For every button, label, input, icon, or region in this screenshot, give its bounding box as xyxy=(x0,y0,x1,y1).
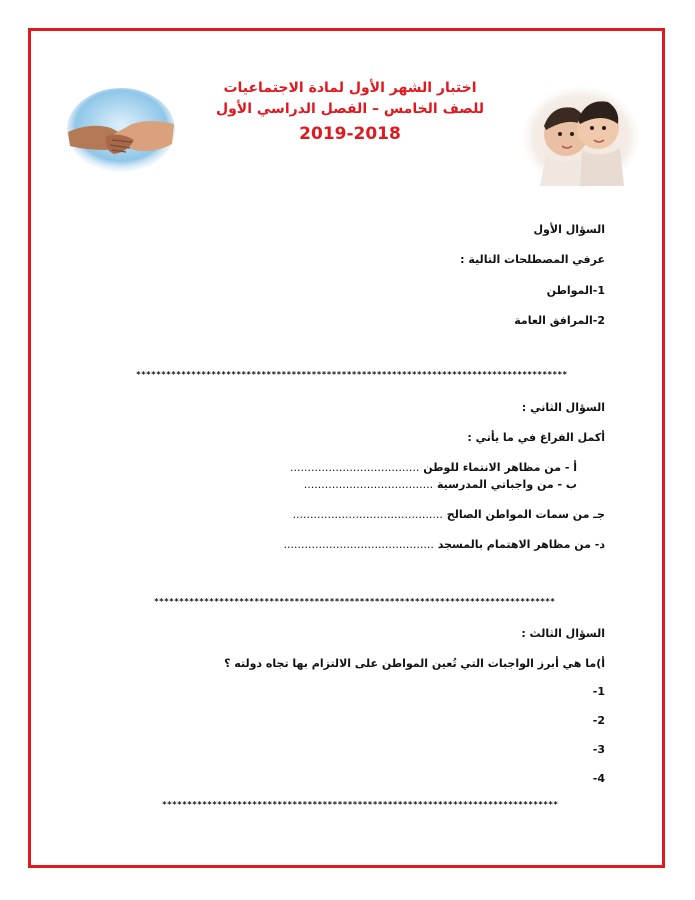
exam-title: اختبار الشهر الأول لمادة الاجتماعيات xyxy=(223,80,477,96)
q3-question: أ)ما هي أبرز الواجبات التي تُعين المواطن على الالتزام بها تجاه دولته ؟ xyxy=(224,657,605,670)
q2-item-d-text: د- من مظاهر الاهتمام بالمسجد xyxy=(437,538,605,551)
q1-instruction: عرفي المصطلحات التالية : xyxy=(460,253,605,266)
children-photo xyxy=(522,86,640,188)
separator-1: ************************************************************************************** xyxy=(136,370,568,379)
exam-year: 2019-2018 xyxy=(299,124,401,144)
q3-title: السؤال الثالث : xyxy=(521,627,605,640)
q2-item-c-blank: ........................................... xyxy=(292,508,443,521)
exam-subtitle: للصف الخامس – الفصل الدراسي الأول xyxy=(215,101,485,117)
separator-2: ******************************************************************************** xyxy=(154,597,556,606)
q2-item-d-blank: ........................................... xyxy=(283,538,434,551)
q2-item-d xyxy=(284,538,605,551)
q2-item-a-text: أ - من مظاهر الانتماء للوطن xyxy=(423,461,577,474)
q2-item-a-blank: ..................................... xyxy=(289,461,420,474)
q2-item-c-text: جـ من سمات المواطن الصالح xyxy=(446,508,605,521)
separator-3: ******************************************************************************* xyxy=(162,800,559,809)
q2-item-b-blank: ..................................... xyxy=(303,478,434,491)
q3-answer-4: -4 xyxy=(592,772,605,785)
q2-item-b xyxy=(304,478,577,491)
q2-item-c xyxy=(293,508,605,521)
q1-title: السؤال الأول xyxy=(533,223,605,236)
handshake-image xyxy=(66,88,176,178)
q2-item-b-text: ب - من واجباتي المدرسية xyxy=(436,478,577,491)
q2-title: السؤال الثاني : xyxy=(521,401,605,414)
q3-answer-1: -1 xyxy=(592,685,605,698)
q1-item-1: 1-المواطن xyxy=(546,284,605,297)
q2-instruction: أكمل الفراغ في ما يأتي : xyxy=(467,431,605,444)
q3-answer-3: -3 xyxy=(592,743,605,756)
q2-item-a xyxy=(290,461,577,474)
q1-item-2: 2-المرافق العامة xyxy=(514,314,605,327)
exam-header xyxy=(200,78,500,148)
q3-answer-2: -2 xyxy=(592,714,605,727)
